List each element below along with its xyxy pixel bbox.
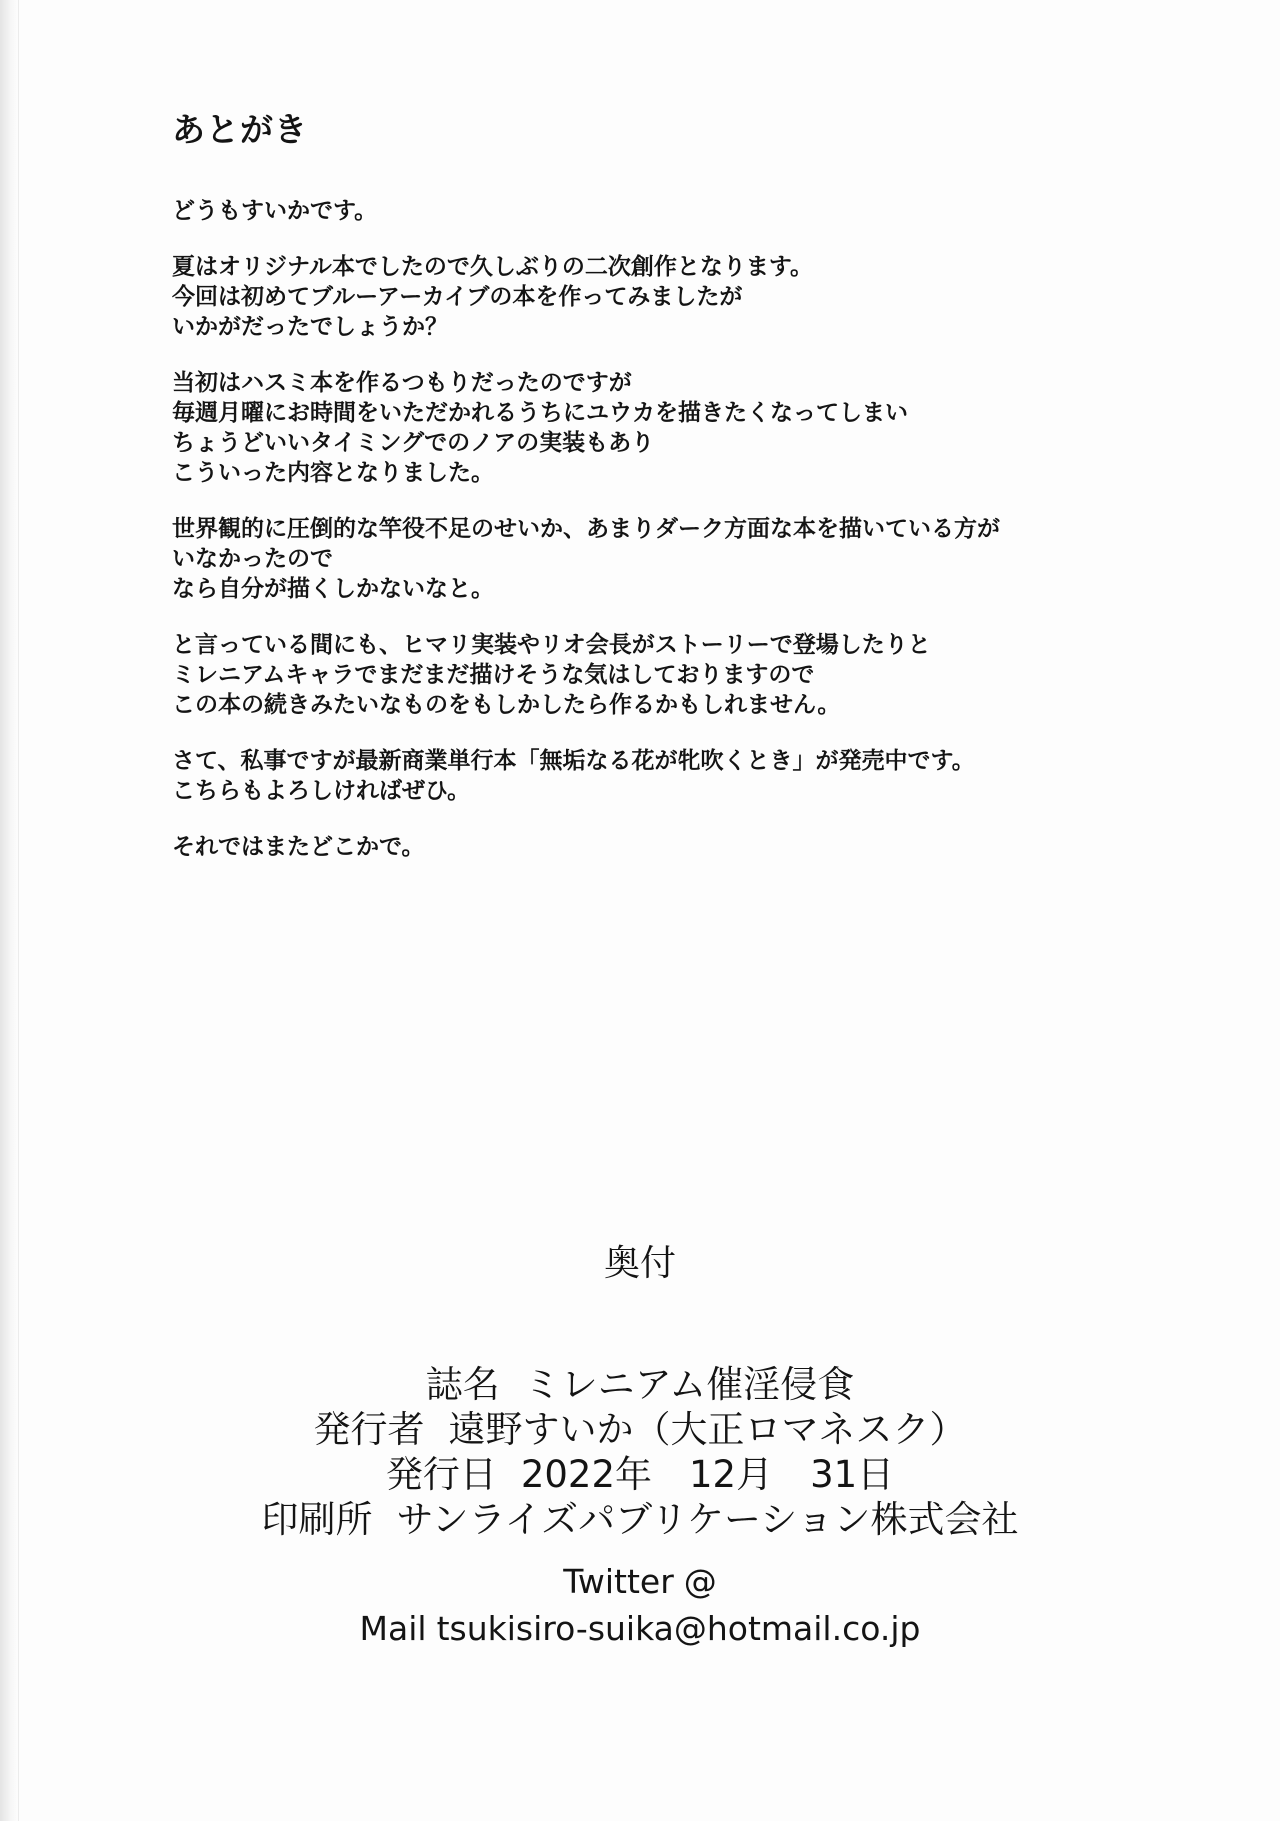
colophon-label: 印刷所 xyxy=(261,1498,373,1541)
afterword-line: いなかったので xyxy=(172,546,333,572)
afterword-title: あとがき xyxy=(172,110,308,149)
colophon-value: サンライズパブリケーション株式会社 xyxy=(396,1498,1019,1541)
mail-contact xyxy=(0,1605,1280,1652)
afterword-line: いかがだったでしょうか？ xyxy=(172,314,448,340)
page-binding-edge xyxy=(0,0,19,1821)
afterword-line: どうもすいかです。 xyxy=(172,198,378,224)
colophon-row-title xyxy=(0,1362,1280,1407)
colophon-row-date xyxy=(0,1452,1280,1497)
afterword-paragraph-3 xyxy=(172,368,1172,488)
colophon-list xyxy=(0,1362,1280,1542)
afterword-paragraph-2 xyxy=(172,252,1172,342)
twitter-handle: @ xyxy=(683,1562,717,1601)
afterword-line: こちらもよろしければぜひ。 xyxy=(172,778,471,804)
twitter-label: Twitter xyxy=(563,1562,674,1601)
afterword-section xyxy=(172,106,1172,888)
mail-label: Mail xyxy=(359,1609,427,1648)
afterword-paragraph-5 xyxy=(172,630,1172,720)
afterword-line: なら自分が描くしかないなと。 xyxy=(172,576,494,602)
afterword-line: さて、私事ですが最新商業単行本「無垢なる花が牝吹くとき」が発売中です。 xyxy=(172,748,975,774)
afterword-paragraph-6 xyxy=(172,746,1172,806)
afterword-line: 夏はオリジナル本でしたので久しぶりの二次創作となります。 xyxy=(172,254,814,280)
afterword-line: この本の続きみたいなものをもしかしたら作るかもしれません。 xyxy=(172,692,841,718)
afterword-paragraph-1 xyxy=(172,196,1172,226)
afterword-line: こういった内容となりました。 xyxy=(172,460,494,486)
contact-info xyxy=(0,1558,1280,1652)
colophon-value: 2022年 12月 31日 xyxy=(520,1453,895,1496)
colophon-label: 誌名 xyxy=(425,1363,500,1406)
mail-address: tsukisiro-suika@hotmail.co.jp xyxy=(436,1609,921,1648)
afterword-paragraph-4 xyxy=(172,514,1172,604)
afterword-line: 今回は初めてブルーアーカイブの本を作ってみましたが xyxy=(172,284,743,310)
colophon-heading: 奥付 xyxy=(603,1243,676,1284)
colophon-value: 遠野すいか（大正ロマネスク） xyxy=(448,1408,967,1451)
colophon-label: 発行日 xyxy=(385,1453,497,1496)
afterword-line: ミレニアムキャラでまだまだ描けそうな気はしておりますので xyxy=(172,662,815,688)
colophon-row-publisher xyxy=(0,1407,1280,1452)
afterword-line: 世界観的に圧倒的な竿役不足のせいか、あまりダーク方面な本を描いている方が xyxy=(172,516,1000,542)
afterword-line: ちょうどいいタイミングでのノアの実装もあり xyxy=(172,430,655,456)
colophon-value: ミレニアム催淫侵食 xyxy=(523,1363,855,1406)
afterword-line: 当初はハスミ本を作るつもりだったのですが xyxy=(172,370,632,396)
colophon-row-printer xyxy=(0,1497,1280,1542)
afterword-line: それではまたどこかで。 xyxy=(172,834,425,860)
afterword-line: と言っている間にも、ヒマリ実装やリオ会長がストーリーで登場したりと xyxy=(172,632,931,658)
afterword-paragraph-7 xyxy=(172,832,1172,862)
colophon-label: 発行者 xyxy=(313,1408,425,1451)
afterword-line: 毎週月曜にお時間をいただかれるうちにユウカを描きたくなってしまい xyxy=(172,400,908,426)
twitter-contact xyxy=(0,1558,1280,1605)
